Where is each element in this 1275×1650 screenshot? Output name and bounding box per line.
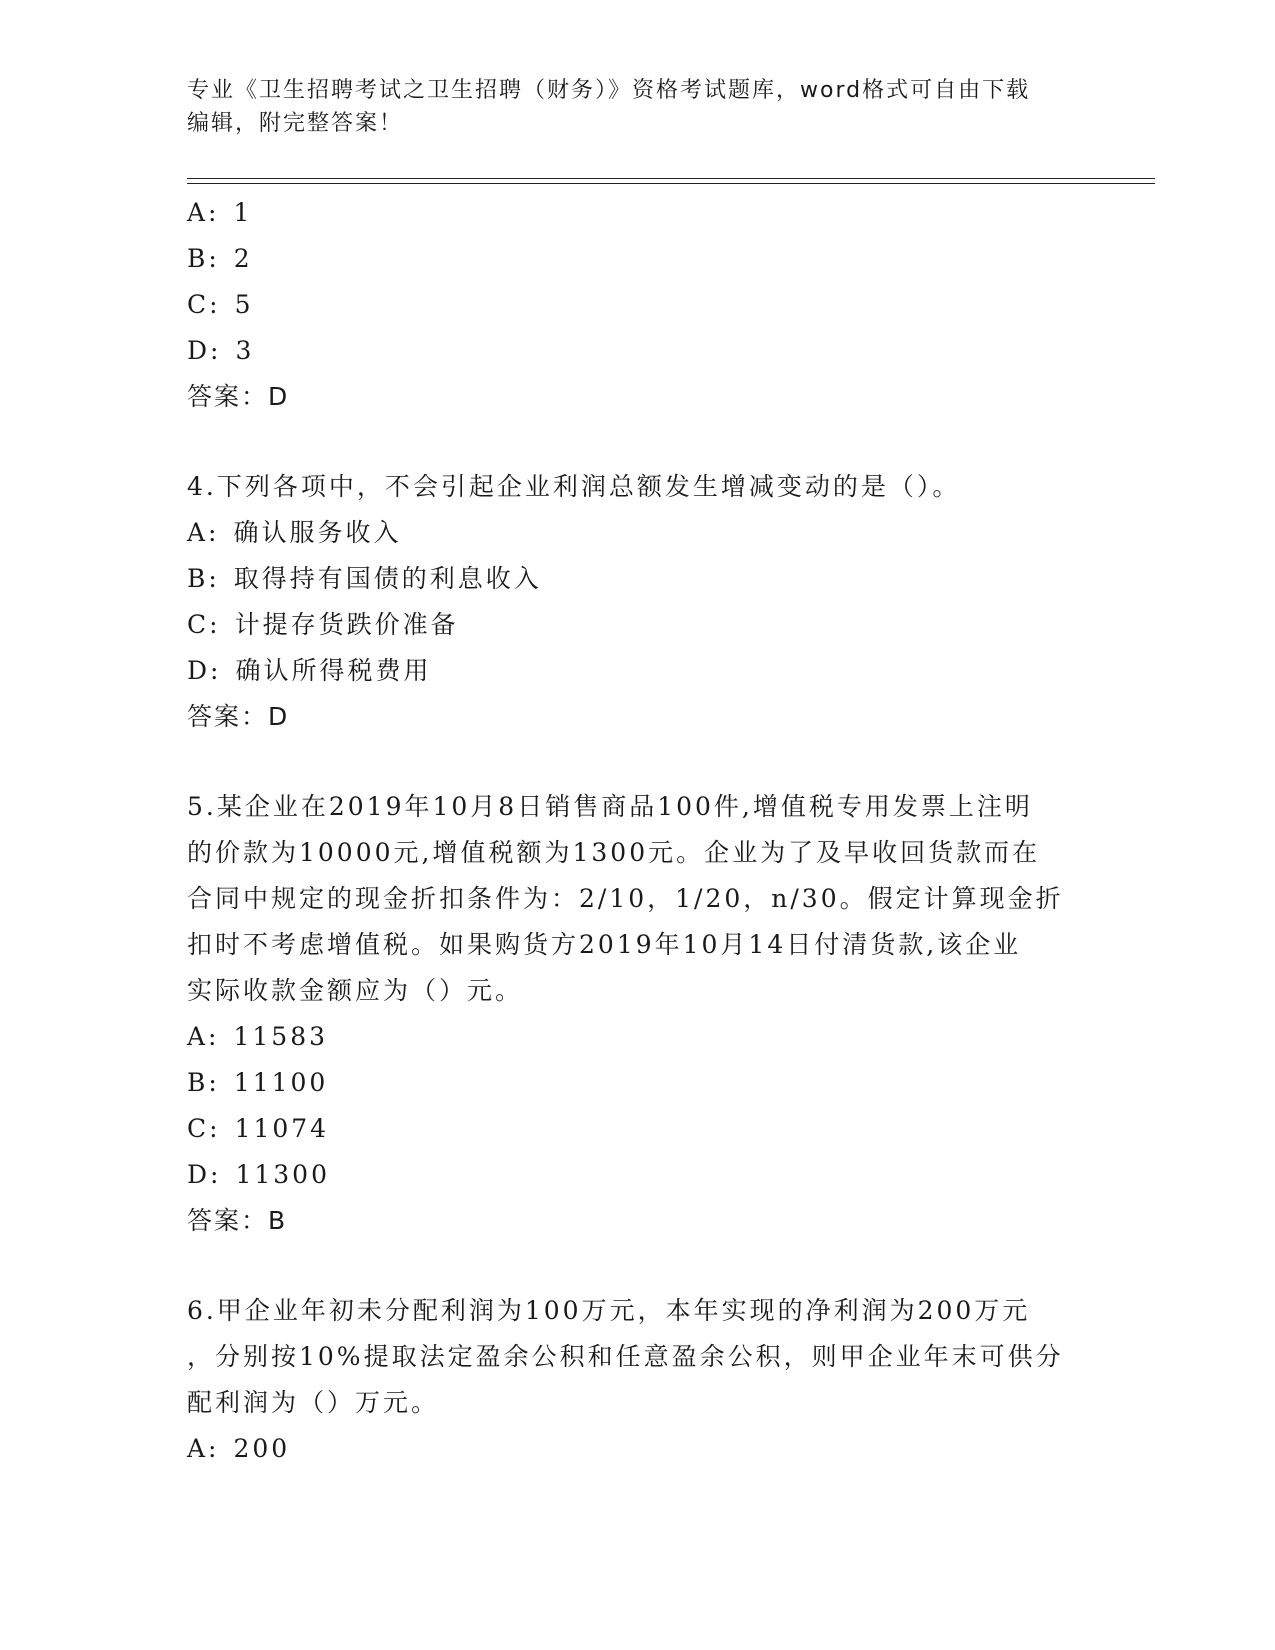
- option-d: D: 3: [187, 336, 255, 365]
- spacer: [187, 1244, 1087, 1288]
- question-5: [187, 784, 1087, 1244]
- question-list: [187, 190, 1087, 1472]
- document-header: [187, 74, 1067, 140]
- option-b: B: 2: [187, 244, 253, 273]
- header-line-2: 编辑，附完整答案！: [187, 111, 404, 136]
- option-c: C: 11074: [187, 1114, 330, 1143]
- question-stem: 4.下列各项中，不会引起企业利润总额发生增减变动的是（）。: [187, 472, 961, 501]
- question-3: [187, 190, 1087, 420]
- header-divider-top: [187, 178, 1155, 179]
- option-a: A: 1: [187, 198, 253, 227]
- option-a: A: 200: [187, 1434, 291, 1463]
- option-d: D: 确认所得税费用: [187, 656, 432, 685]
- option-a: A: 11583: [187, 1022, 329, 1051]
- option-b: B: 取得持有国债的利息收入: [187, 564, 542, 593]
- question-stem: 6.甲企业年初未分配利润为100万元，本年实现的净利润为200万元 ，分别按10%提取法定盈余公积和任意盈余公积，则甲企业年末可供分 配利润为（）万元。: [187, 1296, 1064, 1417]
- question-4: [187, 464, 1087, 740]
- spacer: [187, 740, 1087, 784]
- answer-line: 答案：D: [187, 382, 290, 411]
- answer-line: 答案：D: [187, 702, 290, 731]
- header-line-1: 专业《卫生招聘考试之卫生招聘（财务）》资格考试题库，word格式可自由下载: [187, 78, 1031, 103]
- option-b: B: 11100: [187, 1068, 329, 1097]
- question-6: [187, 1288, 1087, 1472]
- header-divider-bottom: [187, 183, 1155, 184]
- answer-line: 答案：B: [187, 1206, 288, 1235]
- spacer: [187, 420, 1087, 464]
- option-c: C: 计提存货跌价准备: [187, 610, 459, 639]
- option-c: C: 5: [187, 290, 254, 319]
- question-stem: 5.某企业在2019年10月8日销售商品100件,增值税专用发票上注明 的价款为10000元,增值税额为1300元。企业为了及早收回货款而在 合同中规定的现金折扣条件为：2/10，1/20，n/30。假定计算现金折 扣时不考虑增值税。如果购货方2019年10月14日付清货款,该企业 实际收款金额应为（）元。: [187, 792, 1064, 1005]
- option-a: A: 确认服务收入: [187, 518, 402, 547]
- option-d: D: 11300: [187, 1160, 330, 1189]
